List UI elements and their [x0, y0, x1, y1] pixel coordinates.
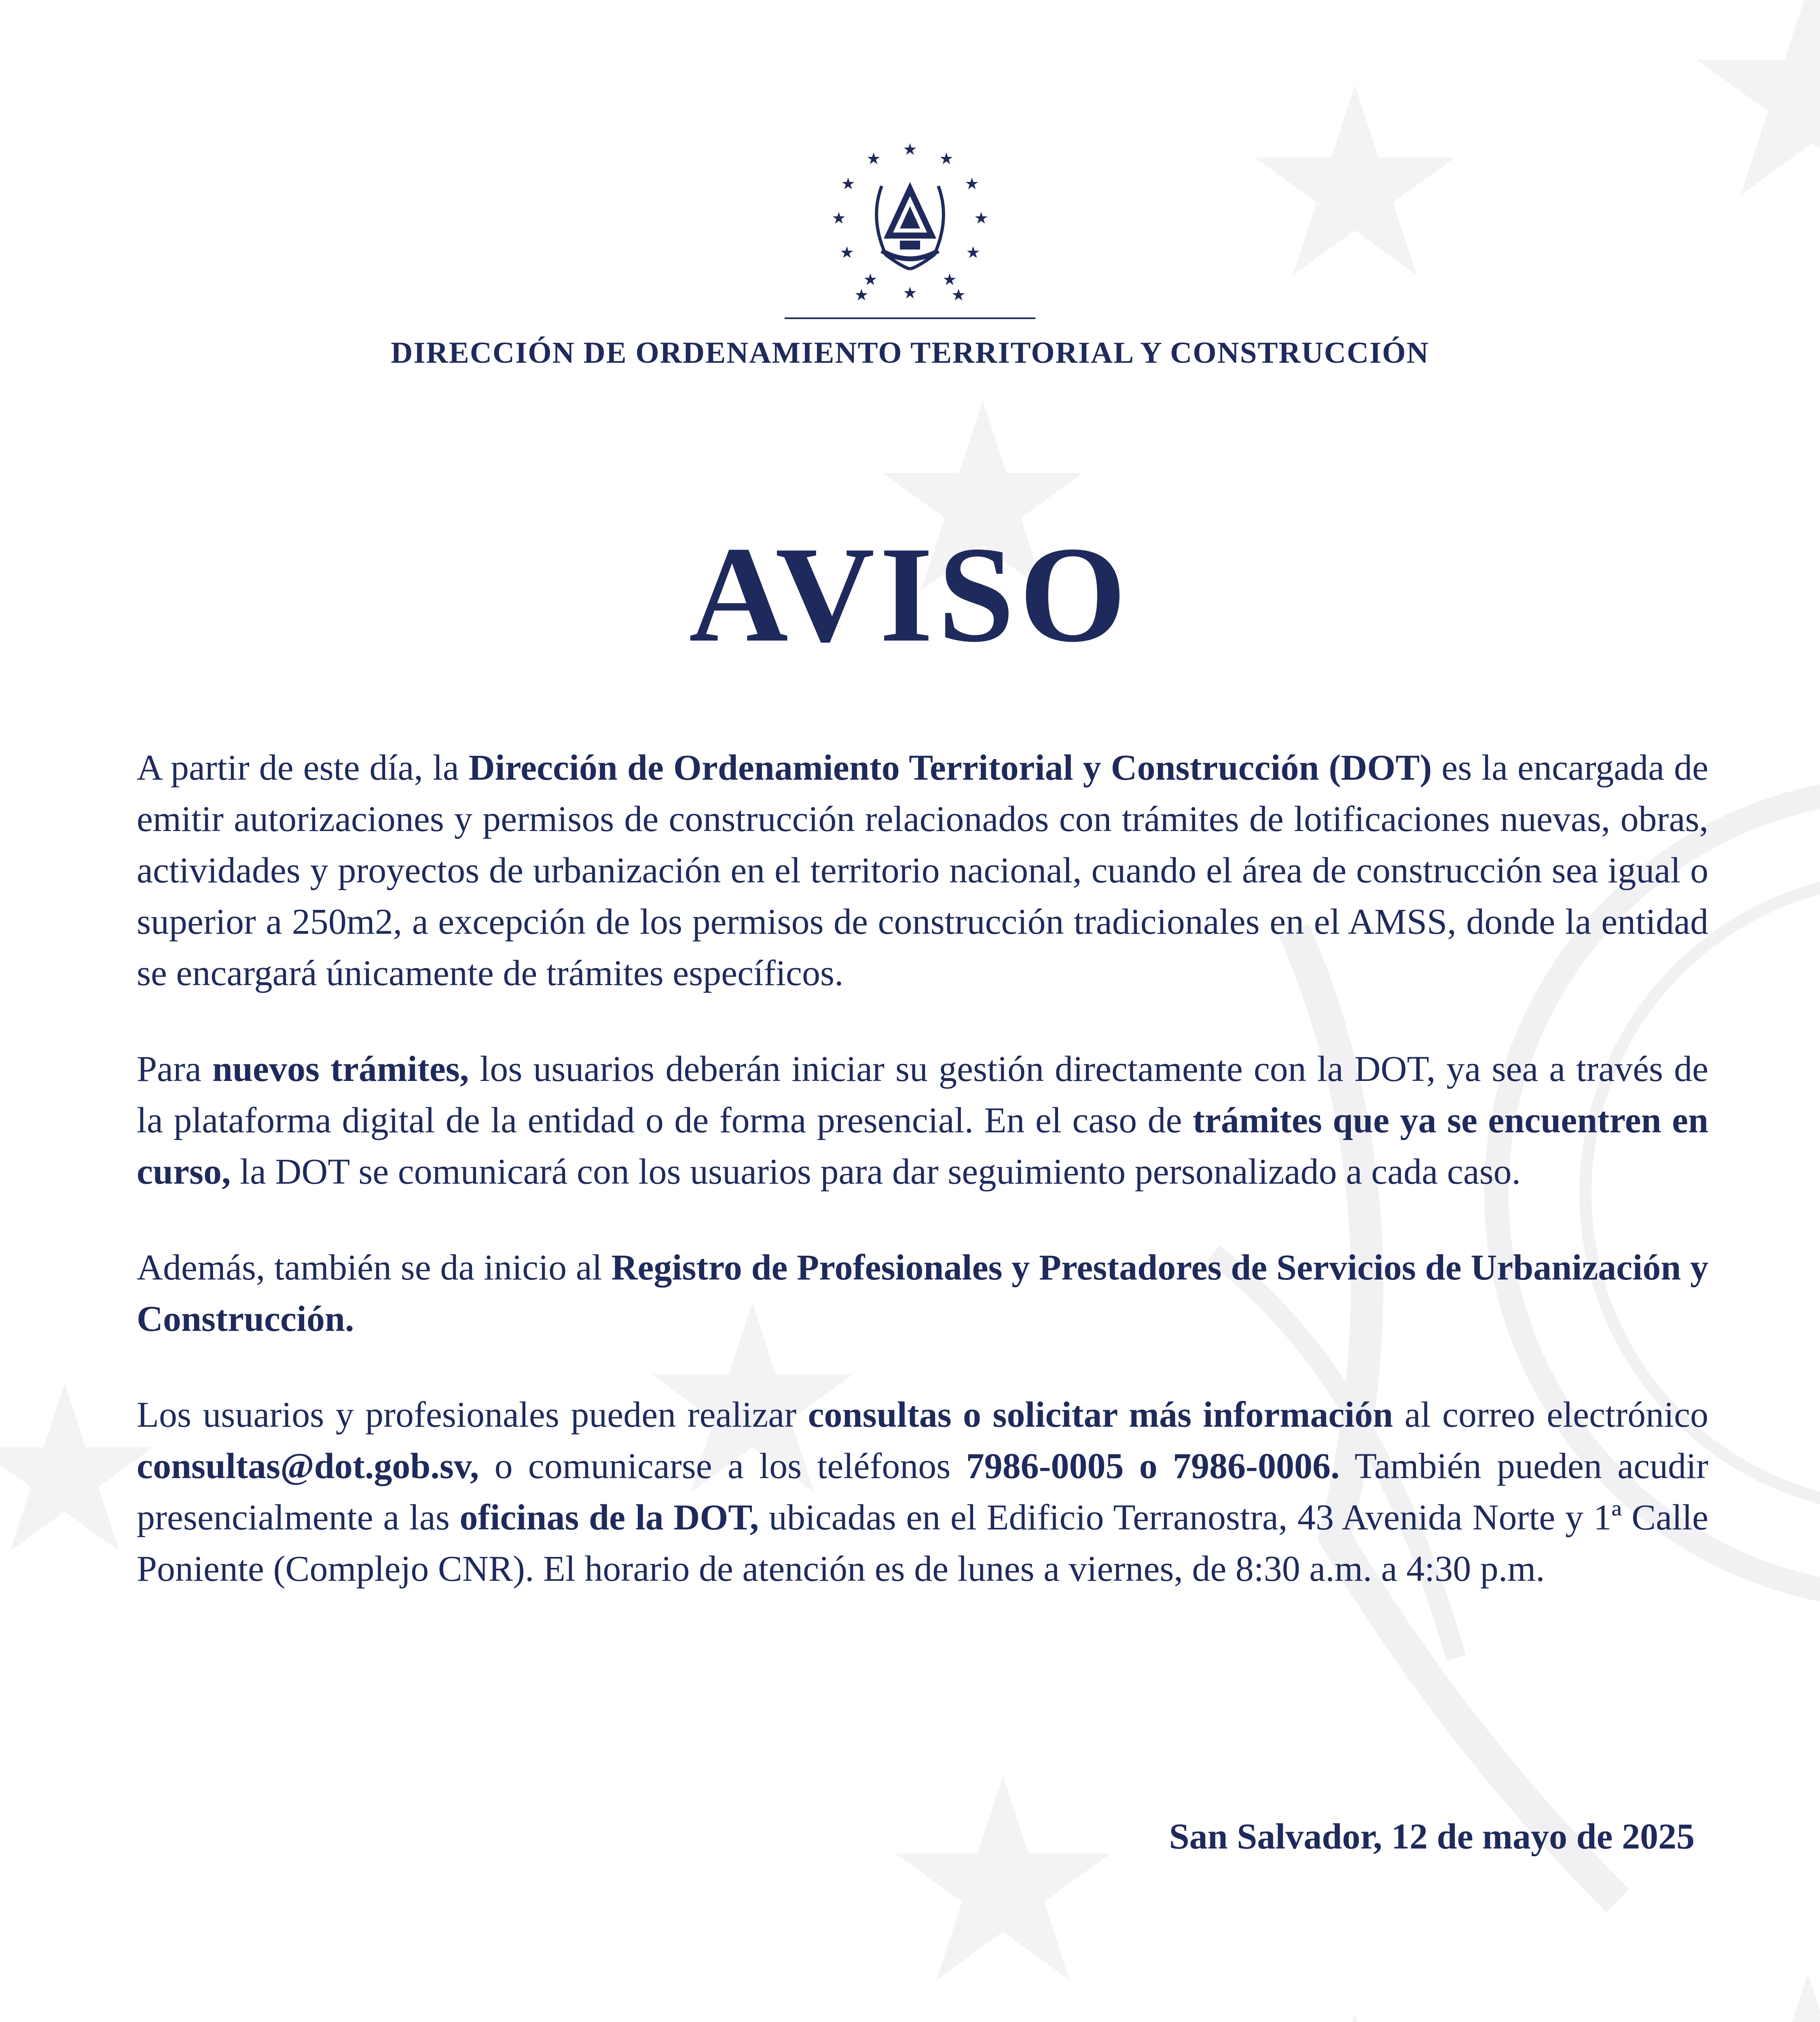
notice-paragraph-4: Los usuarios y profesionales pueden realizar consultas o solicitar más información al correo electrónico consultas@dot.gob.sv, o comunicarse a los teléfonos 7986-0005 o 7986-0006. También pueden acudir presencialmente a las oficinas de la DOT, ubicadas en el Edificio Terranostra, 43 Avenida Norte y 1ª Calle Poniente (Complejo CNR). El horario de atención es de lunes a viernes, de 8:30 a.m. a 4:30 p.m.	[137, 1395, 1708, 1589]
contact-phones: 7986-0005 o 7986-0006.	[966, 1446, 1340, 1486]
watermark-star-icon	[1255, 85, 1455, 275]
agency-name: DIRECCIÓN DE ORDENAMIENTO TERRITORIAL Y CONSTRUCCIÓN	[391, 336, 1429, 370]
issue-date: San Salvador, 12 de mayo de 2025	[1169, 1817, 1695, 1857]
notice-body	[137, 742, 1708, 1639]
header-divider	[785, 317, 1035, 319]
watermark-star-icon	[1697, 0, 1820, 195]
watermark-star-icon	[895, 1775, 1111, 1980]
notice-paragraph-1: A partir de este día, la Dirección de Ordenamiento Territorial y Construcción (DOT) es la encargada de emitir autorizaciones y permisos de construcción relacionados con trámites de lotificaciones nuevas, obras, actividades y proyectos de urbanización en el territorio nacional, cuando el área de construcción sea igual o superior a 250m2, a excepción de los permisos de construcción tradicionales en el AMSS, donde la entidad se encargará únicamente de trámites específicos.	[137, 748, 1709, 993]
watermark-star-icon	[1251, 2014, 1459, 2022]
page-title: AVISO	[689, 518, 1131, 670]
contact-email: consultas@dot.gob.sv,	[137, 1446, 479, 1486]
watermark-star-icon	[1700, 1973, 1820, 2022]
notice-paragraph-2: Para nuevos trámites, los usuarios deberán iniciar su gestión directamente con la DOT, ya sea a través de la plataforma digital de la entidad o de forma presencial. En el caso de trámites que ya se encuentren en curso, la DOT se comunicará con los usuarios para dar seguimiento personalizado a cada caso.	[137, 1049, 1709, 1192]
coat-of-arms-icon	[821, 137, 999, 315]
notice-paragraph-3: Además, también se da inicio al Registro de Profesionales y Prestadores de Servicios de Urbanización y Construcción.	[137, 1248, 1709, 1339]
watermark-star-icon	[0, 1383, 153, 1551]
